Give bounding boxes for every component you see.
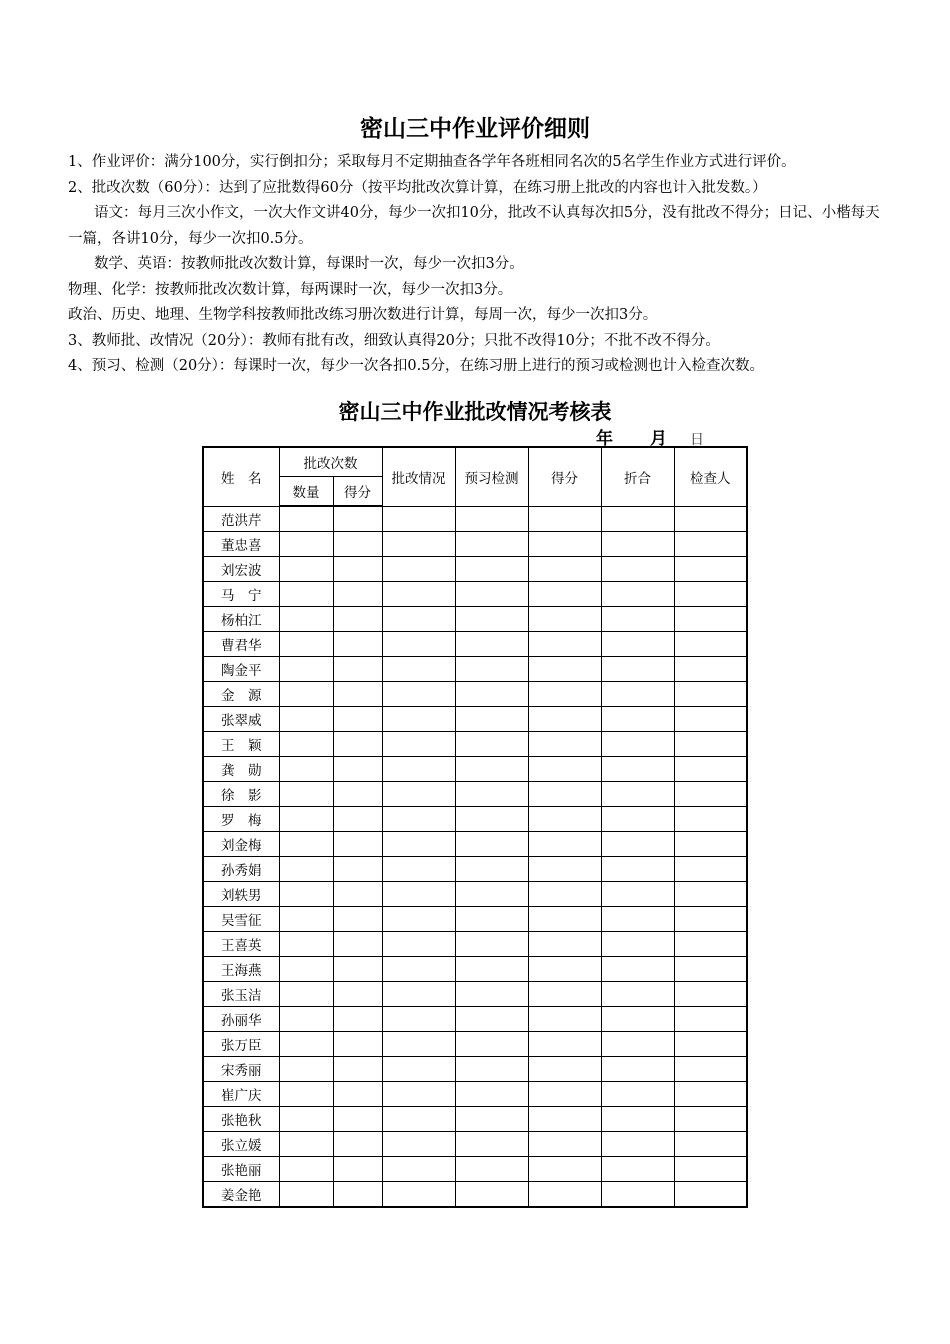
- score-cell[interactable]: [674, 582, 747, 607]
- score-cell[interactable]: [601, 1157, 674, 1182]
- score-cell[interactable]: [528, 632, 601, 657]
- score-cell[interactable]: [528, 807, 601, 832]
- table-row: [203, 657, 747, 682]
- teacher-name: 王喜英: [203, 932, 279, 957]
- score-cell[interactable]: [528, 707, 601, 732]
- score-cell[interactable]: [528, 607, 601, 632]
- teacher-name: 张艳秋: [203, 1107, 279, 1132]
- header-quantity: 数量: [279, 477, 333, 507]
- score-cell[interactable]: [279, 982, 333, 1007]
- score-cell[interactable]: [333, 657, 382, 682]
- header-situation: 批改情况: [382, 447, 455, 506]
- score-cell[interactable]: [674, 882, 747, 907]
- score-cell[interactable]: [601, 957, 674, 982]
- score-cell[interactable]: [455, 957, 528, 982]
- score-cell[interactable]: [279, 1032, 333, 1057]
- score-cell[interactable]: [601, 532, 674, 557]
- header-inspector: 检查人: [674, 447, 747, 506]
- score-cell[interactable]: [455, 907, 528, 932]
- score-cell[interactable]: [455, 557, 528, 582]
- assessment-table: [202, 446, 748, 1208]
- score-cell[interactable]: [382, 657, 455, 682]
- score-cell[interactable]: [333, 1007, 382, 1032]
- score-cell[interactable]: [528, 932, 601, 957]
- score-cell[interactable]: [382, 707, 455, 732]
- table-row: [203, 557, 747, 582]
- table-row: [203, 957, 747, 982]
- score-cell[interactable]: [674, 1132, 747, 1157]
- score-cell[interactable]: [674, 907, 747, 932]
- score-cell[interactable]: [279, 1107, 333, 1132]
- teacher-name: 马 宁: [203, 582, 279, 607]
- score-cell[interactable]: [382, 957, 455, 982]
- score-cell[interactable]: [601, 607, 674, 632]
- score-cell[interactable]: [382, 632, 455, 657]
- score-cell[interactable]: [528, 857, 601, 882]
- score-cell[interactable]: [279, 1182, 333, 1208]
- score-cell[interactable]: [455, 682, 528, 707]
- score-cell[interactable]: [455, 1057, 528, 1082]
- score-cell[interactable]: [601, 707, 674, 732]
- score-cell[interactable]: [279, 1157, 333, 1182]
- score-cell[interactable]: [333, 682, 382, 707]
- score-cell[interactable]: [333, 1107, 382, 1132]
- score-cell[interactable]: [333, 907, 382, 932]
- table-row: [203, 782, 747, 807]
- table-body: [203, 506, 747, 1207]
- table-row: [203, 732, 747, 757]
- date-day: 日: [690, 432, 704, 448]
- score-cell[interactable]: [601, 582, 674, 607]
- score-cell[interactable]: [333, 857, 382, 882]
- score-cell[interactable]: [455, 832, 528, 857]
- date-month: 月: [650, 429, 667, 449]
- score-cell[interactable]: [455, 757, 528, 782]
- score-cell[interactable]: [601, 1007, 674, 1032]
- date-year: 年: [596, 429, 613, 449]
- score-cell[interactable]: [333, 1057, 382, 1082]
- score-cell[interactable]: [528, 907, 601, 932]
- score-cell[interactable]: [674, 1032, 747, 1057]
- score-cell[interactable]: [528, 782, 601, 807]
- score-cell[interactable]: [382, 732, 455, 757]
- score-cell[interactable]: [528, 757, 601, 782]
- score-cell[interactable]: [601, 907, 674, 932]
- score-cell[interactable]: [279, 957, 333, 982]
- score-cell[interactable]: [382, 982, 455, 1007]
- score-cell[interactable]: [674, 607, 747, 632]
- score-cell[interactable]: [333, 782, 382, 807]
- score-cell[interactable]: [279, 1082, 333, 1107]
- table-row: [203, 1182, 747, 1208]
- teacher-name: 张玉洁: [203, 982, 279, 1007]
- score-cell[interactable]: [674, 782, 747, 807]
- score-cell[interactable]: [382, 907, 455, 932]
- score-cell[interactable]: [333, 557, 382, 582]
- score-cell[interactable]: [528, 1082, 601, 1107]
- teacher-name: 张立媛: [203, 1132, 279, 1157]
- score-cell[interactable]: [279, 757, 333, 782]
- score-cell[interactable]: [674, 857, 747, 882]
- score-cell[interactable]: [279, 832, 333, 857]
- score-cell[interactable]: [382, 757, 455, 782]
- rule-2: 2、批改次数（60分）：达到了应批数得60分（按平均批改次算计算，在练习册上批改的内容也计入批发数。）: [68, 179, 767, 196]
- score-cell[interactable]: [455, 882, 528, 907]
- score-cell[interactable]: [601, 632, 674, 657]
- score-cell[interactable]: [279, 1132, 333, 1157]
- score-cell[interactable]: [674, 506, 747, 532]
- score-cell[interactable]: [279, 682, 333, 707]
- score-cell[interactable]: [333, 1157, 382, 1182]
- score-cell[interactable]: [601, 506, 674, 532]
- score-cell[interactable]: [455, 857, 528, 882]
- score-cell[interactable]: [279, 782, 333, 807]
- teacher-name: 徐 影: [203, 782, 279, 807]
- score-cell[interactable]: [674, 1157, 747, 1182]
- score-cell[interactable]: [455, 1032, 528, 1057]
- rule-2-math-english: 数学、英语：按教师批改次数计算，每课时一次，每少一次扣3分。: [94, 256, 524, 272]
- table-row: [203, 1007, 747, 1032]
- table-row: [203, 1157, 747, 1182]
- teacher-name: 杨柏江: [203, 607, 279, 632]
- score-cell[interactable]: [333, 982, 382, 1007]
- score-cell[interactable]: [674, 657, 747, 682]
- table-row: [203, 857, 747, 882]
- score-cell[interactable]: [455, 732, 528, 757]
- score-cell[interactable]: [382, 832, 455, 857]
- score-cell[interactable]: [279, 1007, 333, 1032]
- score-cell[interactable]: [333, 532, 382, 557]
- score-cell[interactable]: [455, 1082, 528, 1107]
- score-cell[interactable]: [674, 707, 747, 732]
- table-row: [203, 932, 747, 957]
- teacher-name: 刘轶男: [203, 882, 279, 907]
- score-cell[interactable]: [279, 557, 333, 582]
- teacher-name: 王海燕: [203, 957, 279, 982]
- score-cell[interactable]: [279, 907, 333, 932]
- teacher-name: 张万臣: [203, 1032, 279, 1057]
- score-cell[interactable]: [601, 1082, 674, 1107]
- score-cell[interactable]: [601, 932, 674, 957]
- header-score-sub: 得分: [333, 477, 382, 507]
- score-cell[interactable]: [455, 582, 528, 607]
- score-cell[interactable]: [674, 1007, 747, 1032]
- table-row: [203, 982, 747, 1007]
- score-cell[interactable]: [333, 1182, 382, 1208]
- score-cell[interactable]: [601, 682, 674, 707]
- score-cell[interactable]: [528, 1032, 601, 1057]
- teacher-name: 金 源: [203, 682, 279, 707]
- table-row: [203, 807, 747, 832]
- score-cell[interactable]: [333, 707, 382, 732]
- score-cell[interactable]: [279, 807, 333, 832]
- score-cell[interactable]: [333, 1132, 382, 1157]
- score-cell[interactable]: [455, 532, 528, 557]
- score-cell[interactable]: [333, 582, 382, 607]
- score-cell[interactable]: [455, 506, 528, 532]
- score-cell[interactable]: [674, 932, 747, 957]
- header-preview: 预习检测: [455, 447, 528, 506]
- score-cell[interactable]: [382, 1182, 455, 1208]
- score-cell[interactable]: [333, 832, 382, 857]
- table-row: [203, 832, 747, 857]
- score-cell[interactable]: [674, 532, 747, 557]
- score-cell[interactable]: [279, 607, 333, 632]
- table-row: [203, 757, 747, 782]
- score-cell[interactable]: [674, 807, 747, 832]
- score-cell[interactable]: [601, 1107, 674, 1132]
- score-cell[interactable]: [455, 807, 528, 832]
- score-cell[interactable]: [601, 732, 674, 757]
- score-cell[interactable]: [674, 632, 747, 657]
- score-cell[interactable]: [601, 882, 674, 907]
- score-cell[interactable]: [333, 1082, 382, 1107]
- score-cell[interactable]: [528, 1132, 601, 1157]
- score-cell[interactable]: [333, 757, 382, 782]
- score-cell[interactable]: [528, 557, 601, 582]
- score-cell[interactable]: [382, 532, 455, 557]
- score-cell[interactable]: [455, 1157, 528, 1182]
- score-cell[interactable]: [528, 982, 601, 1007]
- score-cell[interactable]: [382, 1057, 455, 1082]
- score-cell[interactable]: [528, 506, 601, 532]
- teacher-name: 范洪芹: [203, 506, 279, 532]
- score-cell[interactable]: [455, 982, 528, 1007]
- rule-1: 1、作业评价：满分100分，实行倒扣分；采取每月不定期抽查各学年各班相同名次的5名学生作业方式进行评价。: [68, 154, 796, 170]
- score-cell[interactable]: [601, 757, 674, 782]
- teacher-name: 曹君华: [203, 632, 279, 657]
- teacher-name: 王 颖: [203, 732, 279, 757]
- teacher-name: 姜金艳: [203, 1182, 279, 1208]
- table-row: [203, 1107, 747, 1132]
- score-cell[interactable]: [528, 657, 601, 682]
- score-cell[interactable]: [528, 1182, 601, 1208]
- score-cell[interactable]: [333, 882, 382, 907]
- score-cell[interactable]: [674, 832, 747, 857]
- teacher-name: 陶金平: [203, 657, 279, 682]
- table-row: [203, 907, 747, 932]
- score-cell[interactable]: [382, 932, 455, 957]
- score-cell[interactable]: [455, 607, 528, 632]
- teacher-name: 崔广庆: [203, 1082, 279, 1107]
- score-cell[interactable]: [382, 607, 455, 632]
- score-cell[interactable]: [674, 682, 747, 707]
- score-cell[interactable]: [455, 932, 528, 957]
- table-row: [203, 1082, 747, 1107]
- header-converted: 折合: [601, 447, 674, 506]
- score-cell[interactable]: [674, 757, 747, 782]
- teacher-name: 张艳丽: [203, 1157, 279, 1182]
- score-cell[interactable]: [674, 957, 747, 982]
- score-cell[interactable]: [674, 982, 747, 1007]
- score-cell[interactable]: [601, 1057, 674, 1082]
- teacher-name: 孙秀娟: [203, 857, 279, 882]
- score-cell[interactable]: [333, 607, 382, 632]
- score-cell[interactable]: [279, 882, 333, 907]
- score-cell[interactable]: [382, 807, 455, 832]
- score-cell[interactable]: [279, 932, 333, 957]
- score-cell[interactable]: [279, 732, 333, 757]
- score-cell[interactable]: [674, 1107, 747, 1132]
- header-corrections: 批改次数: [279, 447, 382, 477]
- table-row: [203, 682, 747, 707]
- score-cell[interactable]: [382, 582, 455, 607]
- score-cell[interactable]: [333, 807, 382, 832]
- score-cell[interactable]: [382, 1157, 455, 1182]
- score-cell[interactable]: [601, 807, 674, 832]
- score-cell[interactable]: [528, 682, 601, 707]
- score-cell[interactable]: [455, 657, 528, 682]
- score-cell[interactable]: [382, 557, 455, 582]
- score-cell[interactable]: [382, 1107, 455, 1132]
- score-cell[interactable]: [279, 632, 333, 657]
- score-cell[interactable]: [382, 782, 455, 807]
- score-cell[interactable]: [279, 857, 333, 882]
- score-cell[interactable]: [455, 1132, 528, 1157]
- score-cell[interactable]: [601, 982, 674, 1007]
- score-cell[interactable]: [455, 632, 528, 657]
- score-cell[interactable]: [528, 882, 601, 907]
- header-name: 姓 名: [203, 447, 279, 506]
- score-cell[interactable]: [528, 832, 601, 857]
- teacher-name: 罗 梅: [203, 807, 279, 832]
- table-row: [203, 1032, 747, 1057]
- teacher-name: 宋秀丽: [203, 1057, 279, 1082]
- score-cell[interactable]: [382, 682, 455, 707]
- score-cell[interactable]: [382, 882, 455, 907]
- score-cell[interactable]: [333, 957, 382, 982]
- teacher-name: 吴雪征: [203, 907, 279, 932]
- rule-3: 3、教师批、改情况（20分）：教师有批有改，细致认真得20分；只批不改得10分；不批不改不得分。: [68, 332, 720, 349]
- score-cell[interactable]: [674, 557, 747, 582]
- score-cell[interactable]: [333, 932, 382, 957]
- teacher-name: 张翠威: [203, 707, 279, 732]
- table-row: [203, 607, 747, 632]
- score-cell[interactable]: [601, 782, 674, 807]
- page-title: 密山三中作业评价细则: [360, 116, 590, 142]
- teacher-name: 董忠喜: [203, 532, 279, 557]
- score-cell[interactable]: [279, 532, 333, 557]
- rule-2-physics-chemistry: 物理、化学：按教师批改次数计算，每两课时一次，每少一次扣3分。: [68, 281, 513, 298]
- score-cell[interactable]: [455, 1107, 528, 1132]
- score-cell[interactable]: [674, 732, 747, 757]
- score-cell[interactable]: [601, 857, 674, 882]
- table-row: [203, 1132, 747, 1157]
- teacher-name: 龚 勋: [203, 757, 279, 782]
- table-title: 密山三中作业批改情况考核表: [338, 400, 612, 424]
- rule-4: 4、预习、检测（20分）：每课时一次，每少一次各扣0.5分，在练习册上进行的预习或检测也计入检查次数。: [68, 358, 764, 374]
- score-cell[interactable]: [333, 506, 382, 532]
- score-cell[interactable]: [528, 582, 601, 607]
- score-cell[interactable]: [382, 1032, 455, 1057]
- rule-2-chinese: 语文：每月三次小作文，一次大作文讲40分，每少一次扣10分，批改不认真每次扣5分，没有批改不得分；日记、小楷每天一篇，各讲10分，每少一次扣0.5分。: [68, 205, 880, 247]
- score-cell[interactable]: [279, 506, 333, 532]
- teacher-name: 刘金梅: [203, 832, 279, 857]
- score-cell[interactable]: [333, 732, 382, 757]
- score-cell[interactable]: [333, 1032, 382, 1057]
- table-row: [203, 582, 747, 607]
- score-cell[interactable]: [528, 1057, 601, 1082]
- score-cell[interactable]: [528, 732, 601, 757]
- score-cell[interactable]: [382, 1082, 455, 1107]
- score-cell[interactable]: [674, 1082, 747, 1107]
- score-cell[interactable]: [455, 1007, 528, 1032]
- score-cell[interactable]: [528, 1107, 601, 1132]
- teacher-name: 刘宏波: [203, 557, 279, 582]
- score-cell[interactable]: [279, 657, 333, 682]
- table-row: [203, 506, 747, 532]
- score-cell[interactable]: [601, 1032, 674, 1057]
- table-row: [203, 882, 747, 907]
- teacher-name: 孙丽华: [203, 1007, 279, 1032]
- table-row: [203, 707, 747, 732]
- rules-section: [68, 150, 888, 380]
- score-cell[interactable]: [455, 1182, 528, 1208]
- score-cell[interactable]: [333, 632, 382, 657]
- score-cell[interactable]: [601, 1132, 674, 1157]
- score-cell[interactable]: [382, 857, 455, 882]
- table-row: [203, 532, 747, 557]
- rule-2-other-subjects: 政治、历史、地理、生物学科按教师批改练习册次数进行计算，每周一次，每少一次扣3分。: [68, 307, 658, 323]
- score-cell[interactable]: [528, 532, 601, 557]
- score-cell[interactable]: [528, 1157, 601, 1182]
- score-cell[interactable]: [601, 657, 674, 682]
- table-row: [203, 632, 747, 657]
- score-cell[interactable]: [279, 582, 333, 607]
- score-cell[interactable]: [382, 506, 455, 532]
- score-cell[interactable]: [455, 782, 528, 807]
- score-cell[interactable]: [279, 1057, 333, 1082]
- header-score: 得分: [528, 447, 601, 506]
- score-cell[interactable]: [601, 557, 674, 582]
- score-cell[interactable]: [528, 1007, 601, 1032]
- score-cell[interactable]: [601, 832, 674, 857]
- score-cell[interactable]: [279, 707, 333, 732]
- score-cell[interactable]: [382, 1007, 455, 1032]
- score-cell[interactable]: [674, 1057, 747, 1082]
- table-row: [203, 1057, 747, 1082]
- score-cell[interactable]: [601, 1182, 674, 1208]
- score-cell[interactable]: [382, 1132, 455, 1157]
- score-cell[interactable]: [455, 707, 528, 732]
- score-cell[interactable]: [528, 957, 601, 982]
- score-cell[interactable]: [674, 1182, 747, 1208]
